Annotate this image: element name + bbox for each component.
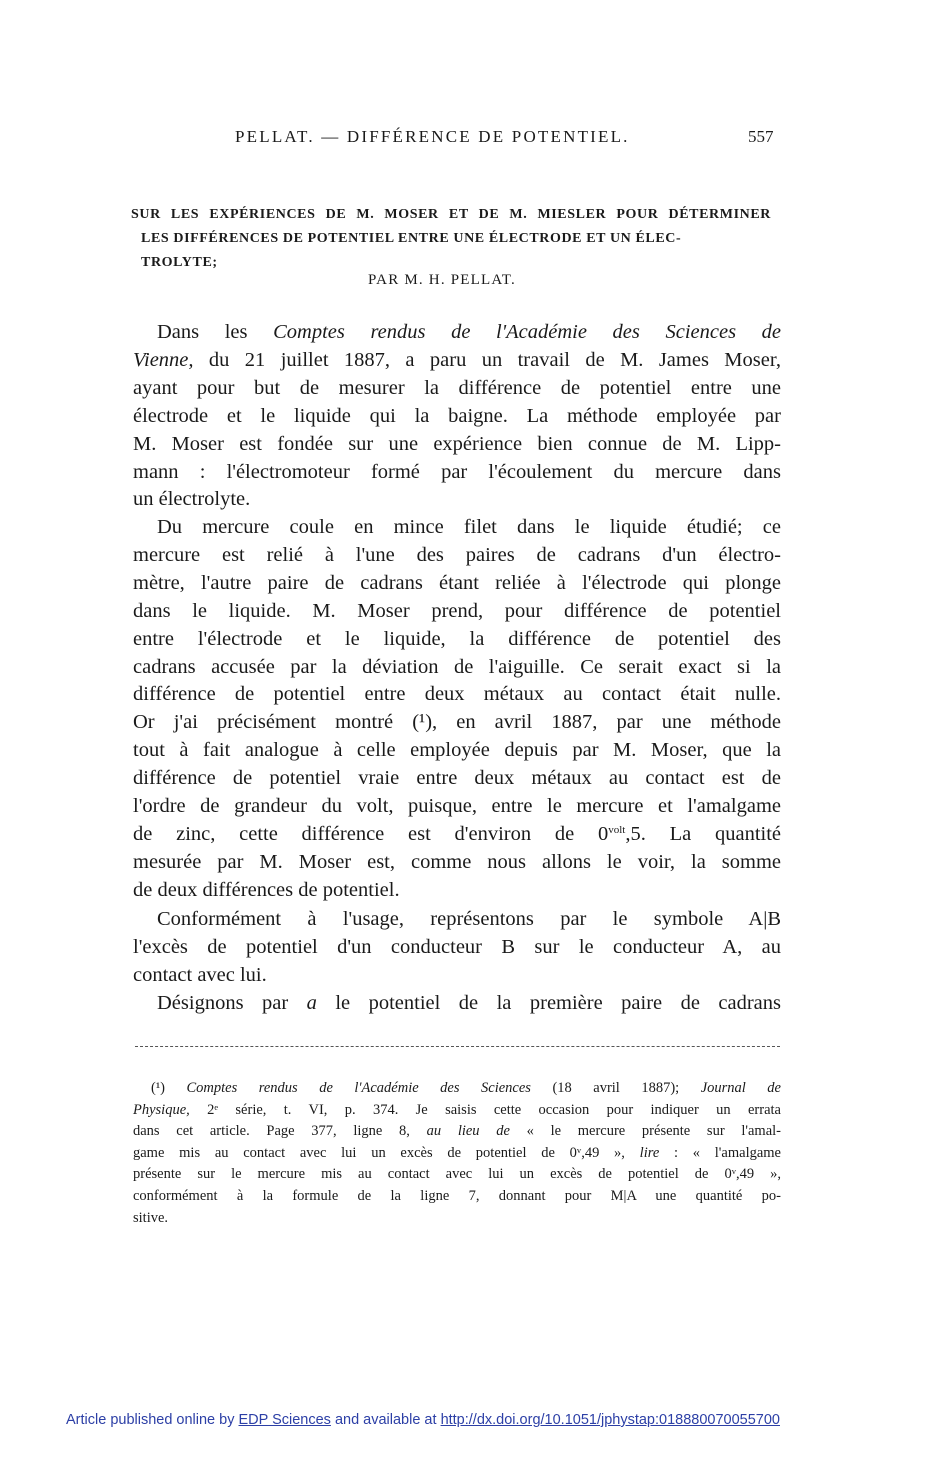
page-number: 557 (748, 127, 774, 146)
text-line: l'excès de potentiel d'un conducteur B sur le conducteur A, au (133, 935, 781, 958)
text-line: électrode et le liquide qui la baigne. La méthode employée par (133, 404, 781, 427)
text-line: Du mercure coule en mince filet dans le liquide étudié; ce (157, 516, 781, 538)
citation-middle: and available at (330, 1412, 441, 1428)
text-line: ayant pour but de mesurer la différence de potentiel entre une (133, 376, 781, 399)
footnote-line: dans cet article. Page 377, ligne 8, au lieu de « le mercure présente sur l'amal- (133, 1123, 782, 1140)
running-head: PELLAT. — DIFFÉRENCE DE POTENTIEL. (235, 127, 630, 146)
text-line: Vienne, du 21 juillet 1887, a paru un travail de M. James Moser, (133, 348, 781, 371)
title-line-1: SUR LES EXPÉRIENCES DE M. MOSER ET DE M. MIESLER POUR DÉTERMINER (131, 207, 771, 222)
text-line: Dans les Comptes rendus de l'Académie des Sciences de (157, 321, 781, 343)
text-line: mètre, l'autre paire de cadrans étant reliée à l'électrode qui plonge (133, 571, 781, 594)
footnote-1 (133, 1078, 781, 1229)
text-line: de deux différences de potentiel. (133, 878, 400, 901)
text-line: l'ordre de grandeur du volt, puisque, entre le mercure et l'amalgame (133, 795, 781, 818)
text-line: différence de potentiel vraie entre deux métaux au contact est de (133, 767, 781, 790)
text-line: M. Moser est fondée sur une expérience bien connue de M. Lipp- (133, 432, 781, 455)
text-line: mercure est relié à l'une des paires de cadrans d'un électro- (133, 543, 781, 566)
text-line: mesurée par M. Moser est, comme nous allons le voir, la somme (133, 850, 781, 873)
author-byline: PAR M. H. PELLAT. (368, 272, 516, 288)
publisher-link[interactable]: EDP Sciences (238, 1412, 331, 1428)
citation-bar (66, 1412, 780, 1428)
text-line: tout à fait analogue à celle employée depuis par M. Moser, que la (133, 739, 781, 762)
footnote-line: conformément à la formule de la ligne 7, donnant pour M|A une quantité po- (133, 1187, 781, 1204)
text-line: Désignons par a le potentiel de la première paire de cadrans (157, 992, 781, 1014)
text-line: contact avec lui. (133, 963, 267, 986)
text-line: Or j'ai précisément montré (¹), en avril 1887, par une méthode (133, 711, 781, 734)
footnote-separator (135, 1046, 780, 1047)
footnote-line: (¹) Comptes rendus de l'Académie des Sciences (18 avril 1887); Journal de (151, 1080, 781, 1096)
footnote-line: présente sur le mercure mis au contact avec lui un excès de potentiel de 0ᵛ,49 », (133, 1166, 781, 1183)
text-line: Conformément à l'usage, représentons par le symbole A|B (157, 908, 781, 930)
citation-prefix: Article published online by (66, 1412, 239, 1428)
title-line-3: TROLYTE; (141, 255, 218, 270)
footnote-line: Physique, 2ᵉ série, t. VI, p. 374. Je saisis cette occasion pour indiquer un errata (133, 1101, 781, 1118)
text-line: différence de potentiel entre deux métaux au contact était nulle. (133, 683, 781, 706)
paragraph-1 (133, 319, 781, 514)
paragraph-3 (133, 906, 781, 990)
text-line: de zinc, cette différence est d'environ de $0^{volt},5$. La quantité (133, 822, 782, 845)
text-line: mann : l'électromoteur formé par l'écoulement du mercure dans (133, 460, 781, 483)
footnote-line: sitive. (133, 1209, 169, 1226)
doi-link[interactable]: http://dx.doi.org/10.1051/jphystap:018880070055700 (440, 1412, 780, 1428)
text-line: entre l'électrode et le liquide, la différence de potentiel des (133, 627, 781, 650)
text-line: dans le liquide. M. Moser prend, pour différence de potentiel (133, 599, 781, 622)
paragraph-4 (133, 990, 781, 1018)
text-line: cadrans accusée par la déviation de l'aiguille. Ce serait exact si la (133, 655, 781, 678)
paragraph-2 (133, 514, 781, 905)
footnote-line: game mis au contact avec lui un excès de potentiel de 0ᵛ,49 », lire : « l'amalgame (133, 1144, 781, 1161)
article-title (131, 203, 781, 275)
text-line: un électrolyte. (133, 488, 251, 511)
title-line-2: LES DIFFÉRENCES DE POTENTIEL ENTRE UNE ÉLECTRODE ET UN ÉLEC- (141, 231, 682, 246)
